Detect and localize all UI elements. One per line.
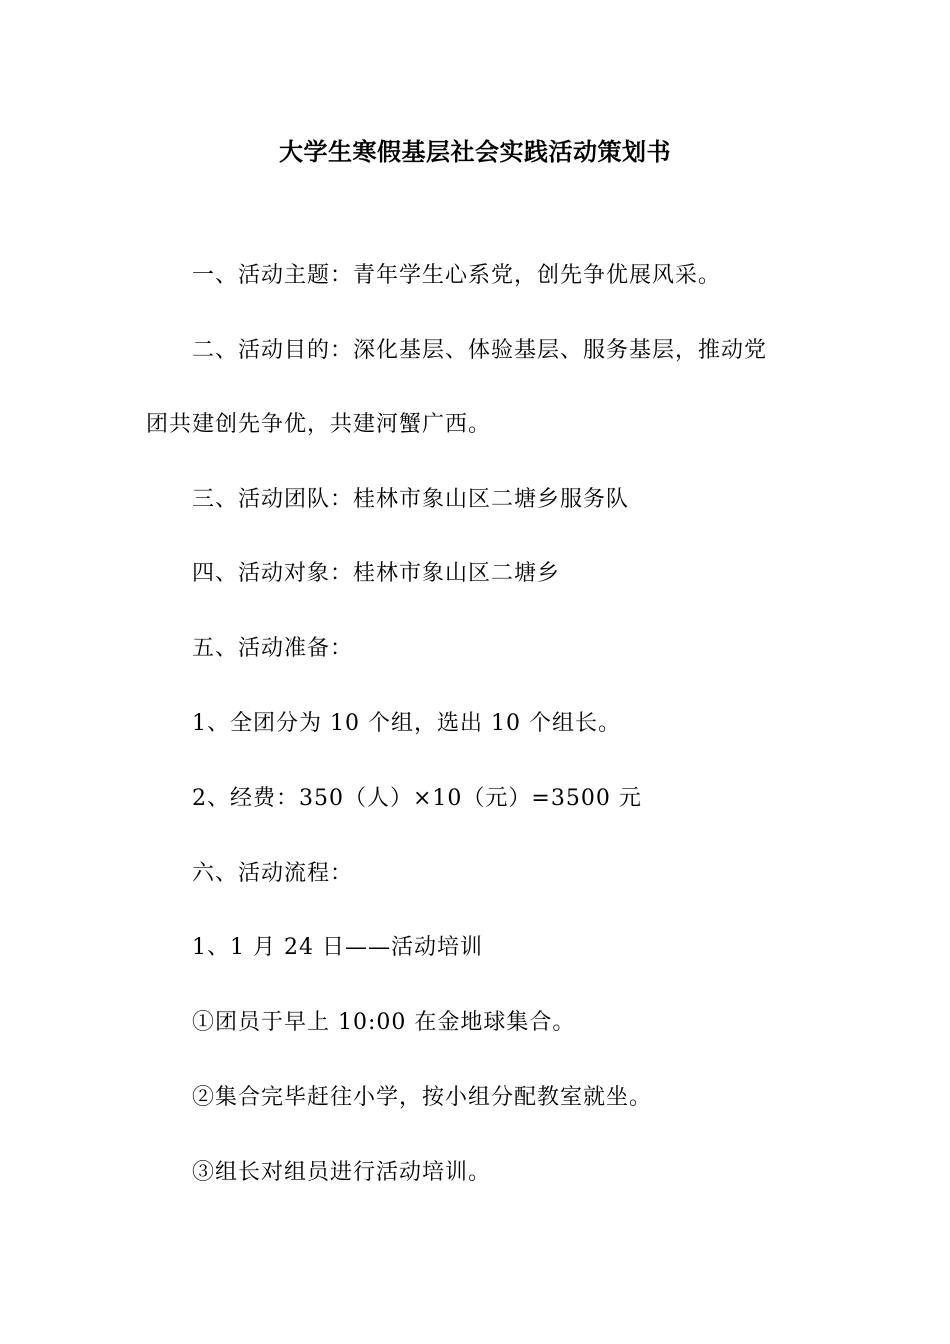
list-item-budget: 2、经费：350（人）×10（元）=3500 元: [192, 786, 642, 811]
paragraph-activity-theme: 一、活动主题：青年学生心系党，创先争优展风采。: [192, 263, 722, 288]
list-item-step-2: ②集合完毕赶往小学，按小组分配教室就坐。: [192, 1085, 653, 1110]
paragraph-activity-team: 三、活动团队：桂林市象山区二塘乡服务队: [192, 487, 630, 512]
document-title: 大学生寒假基层社会实践活动策划书: [279, 137, 671, 166]
list-item-training-date: 1、1 月 24 日——活动培训: [192, 935, 483, 960]
paragraph-activity-process: 六、活动流程：: [192, 861, 354, 886]
list-item-step-3: ③组长对组员进行活动培训。: [192, 1160, 492, 1185]
paragraph-activity-target: 四、活动对象：桂林市象山区二塘乡: [192, 561, 561, 586]
paragraph-activity-purpose: 二、活动目的：深化基层、体验基层、服务基层，推动党: [192, 338, 768, 363]
list-item-groups: 1、全团分为 10 个组，选出 10 个组长。: [192, 711, 621, 736]
paragraph-activity-purpose-continued: 团共建创先争优，共建河蟹广西。: [146, 412, 492, 437]
paragraph-activity-preparation: 五、活动准备：: [192, 636, 354, 661]
list-item-step-1: ①团员于早上 10:00 在金地球集合。: [192, 1010, 576, 1035]
